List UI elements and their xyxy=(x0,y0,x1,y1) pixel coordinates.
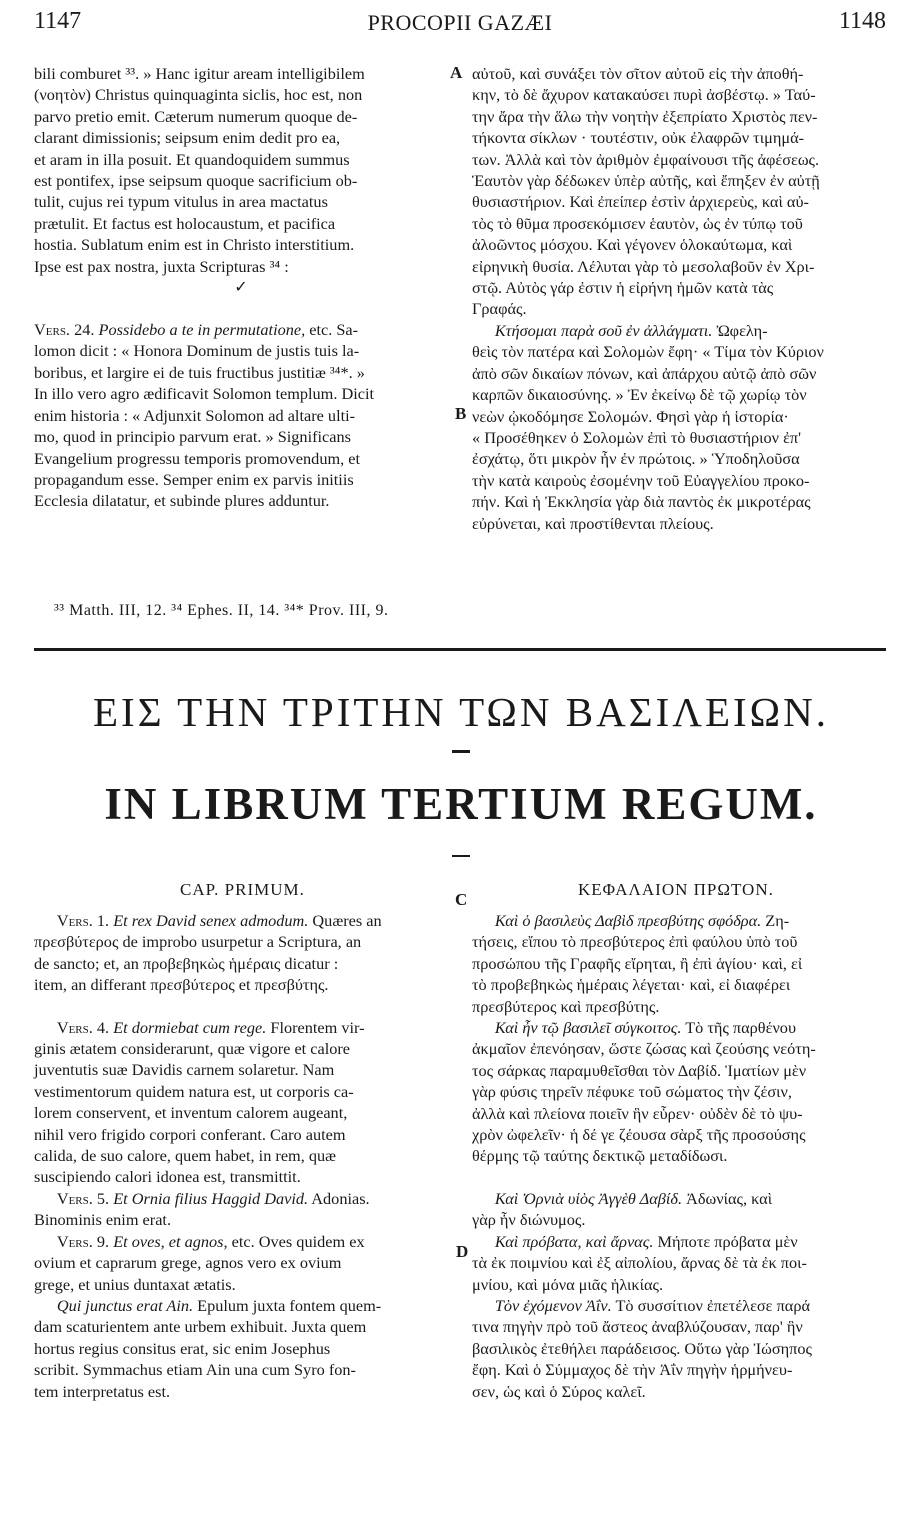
verse-lemma: Καὶ Ὀρνιὰ υἱὸς Ἀγγὲθ Δαβίδ. xyxy=(494,1188,683,1208)
verse-lemma: Qui junctus erat Ain. xyxy=(56,1295,194,1315)
text-fragment: Ἀδωνίας, καὶ xyxy=(682,1188,773,1208)
margin-letter-a: A xyxy=(450,63,463,82)
text-line: γὰρ φύσις τηρεῖν πέφυκε τοῦ σώματος τὴν ζέσιν, xyxy=(472,1082,792,1102)
text-line: enim historia : « Adjunxit Solomon ad altare ulti- xyxy=(34,405,356,425)
verse-lemma: Κτήσομαι παρὰ σοῦ ἐν ἀλλάγματι. xyxy=(494,320,713,340)
text-line: νεὼν ᾠκοδόμησε Σολομών. Φησὶ γὰρ ἡ ἱστορία· xyxy=(472,406,789,426)
text-line: prætulit. Et factus est holocaustum, et pacifica xyxy=(34,213,336,233)
greek-verse-heading xyxy=(472,320,886,341)
text-fragment: etc. Sa- xyxy=(305,320,359,340)
margin-letter-b: B xyxy=(455,404,467,423)
text-line: εὐρύνεται, καὶ προστίθενται πλείους. xyxy=(472,513,714,533)
text-line: grege, et unius duntaxat ætatis. xyxy=(34,1274,236,1294)
text-line: ἔφη. Καὶ ὁ Σύμμαχος δὲ τὴν Ἀΐν πηγὴν ἡρμήνευ- xyxy=(472,1360,793,1380)
verse-lemma: Τὸν ἐχόμενον Ἀΐν. xyxy=(494,1295,612,1315)
text-line: μνίου, καὶ μόνα μιᾶς ἡλικίας. xyxy=(472,1274,664,1294)
text-line: calida, de suo calore, quem habet, in rem, quæ xyxy=(34,1146,337,1166)
text-line: πήν. Καὶ ἡ Ἐκκλησία γὰρ διὰ παντὸς ἐκ μικροτέρας xyxy=(472,492,811,512)
ain-heading xyxy=(34,1295,448,1316)
verse-1-heading xyxy=(34,910,448,931)
text-fragment: Epulum juxta fontem quem- xyxy=(193,1295,382,1315)
text-fragment: Florentem vir- xyxy=(266,1017,365,1037)
text-line: τὰ ἐκ ποιμνίου καὶ ἐξ αἰπολίου, ἄρνας δὲ τὰ ἐκ ποι- xyxy=(472,1253,807,1273)
text-line: lomon dicit : « Honora Dominum de justis tuis la- xyxy=(34,341,360,361)
text-line: σεν, ὡς καὶ ὁ Σύρος καλεῖ. xyxy=(472,1381,646,1401)
text-line: nihil vero frigido corpori conferant. Caro autem xyxy=(34,1124,346,1144)
text-line: suscipiendo calori idonea est, transmittit. xyxy=(34,1167,301,1187)
verse-label: Vers. 1. xyxy=(56,911,110,930)
verse-lemma: Et oves, et agnos, xyxy=(113,1231,228,1251)
text-line: θεὶς τὸν πατέρα καὶ Σολομὼν ἔφη· « Τίμα τὸν Κύριον xyxy=(472,342,824,362)
text-line: ἀκμαῖον ἐπενόησαν, ὥστε ζώσας καὶ ζεούσης νεότη- xyxy=(472,1039,816,1059)
verse-label: Vers. 4. xyxy=(56,1017,110,1037)
top-greek-column xyxy=(472,63,886,534)
text-line: tem interpretatus est. xyxy=(34,1381,171,1401)
section-divider xyxy=(34,648,886,651)
greek-verse-4-heading xyxy=(472,1017,886,1038)
text-line: κην, τὸ δὲ ἄχυρον κατακαύσει πυρὶ ἀσβέστῳ. » Ταύ- xyxy=(472,85,816,105)
text-line: τήσεις, εἴπου τὸ πρεσβύτερος ἐπὶ φαύλου ὑπὸ τοῦ xyxy=(472,932,798,952)
chapter-heading-latin: CAP. PRIMUM. xyxy=(180,880,305,899)
margin-letter-d: D xyxy=(456,1242,469,1261)
text-fragment: Τὸ συσσίτιον ἐπετέλεσε παρά xyxy=(611,1295,810,1315)
verse-24-heading xyxy=(34,319,448,340)
text-line: βασιλικὸς ἐτεθήλει παράδεισος. Οὕτω γὰρ Ἰώσηπος xyxy=(472,1338,812,1358)
greek-verse-9-heading xyxy=(472,1231,886,1252)
verse-lemma: Possidebo a te in permutatione, xyxy=(98,320,306,340)
running-title: PROCOPII GAZÆI xyxy=(367,10,553,35)
text-line: item, an differant πρεσβύτερος et πρεσβύτης. xyxy=(34,975,329,995)
verse-4-heading xyxy=(34,1017,448,1038)
text-fragment: Τὸ τῆς παρθένου xyxy=(681,1018,797,1038)
section-title-greek: ΕΙΣ ΤΗΝ ΤΡΙΤΗΝ ΤΩΝ ΒΑΣΙΛΕΙΩΝ. xyxy=(93,689,829,735)
text-line: Evangelium progressu temporis promovendum, et xyxy=(34,448,361,468)
text-line: Γραφάς. xyxy=(472,299,527,319)
top-latin-column xyxy=(34,63,448,512)
text-line: Ipse est pax nostra, juxta Scripturas ³⁴ : xyxy=(34,256,289,276)
text-line: est pontifex, ipse seipsum quoque sacrificium ob- xyxy=(34,171,358,191)
text-line: θέρμης τῷ ταύτης δεκτικῷ μεταδίδωσι. xyxy=(472,1146,728,1166)
margin-letter-c: C xyxy=(455,890,468,909)
verse-lemma: Et dormiebat cum rege. xyxy=(113,1017,267,1037)
text-line: de sancto; et, an προβεβηκὼς ἡμέραις dicatur : xyxy=(34,953,339,973)
verse-lemma: Καὶ ὁ βασιλεὺς Δαβὶδ πρεσβύτης σφόδρα. xyxy=(494,911,762,930)
text-line: « Προσέθηκεν ὁ Σολομὼν ἐπὶ τὸ θυσιαστήριον ἐπ' xyxy=(472,427,802,447)
text-line: dam scaturientem ante urbem exhibuit. Juxta quem xyxy=(34,1317,367,1337)
text-line: χρὸν ὠφελεῖν· ἡ δέ γε ζέουσα σὰρξ τῆς προσούσης xyxy=(472,1125,806,1145)
verse-5-heading xyxy=(34,1188,448,1209)
text-line: hortus regius consitus erat, sic enim Josephus xyxy=(34,1338,331,1358)
text-line: bili comburet ³³. » Hanc igitur aream intelligibilem xyxy=(34,64,365,83)
footnotes: ³³ Matth. III, 12. ³⁴ Ephes. II, 14. ³⁴* Prov. III, 9. xyxy=(54,602,389,619)
text-line: ἀλοῶντος μόσχου. Καὶ γέγονεν ὁλοκαύτωμα, καὶ xyxy=(472,235,793,255)
text-line: γὰρ ἦν διώνυμος. xyxy=(472,1210,586,1230)
text-line: καρπῶν δικαιοσύνης. » Ἐν ἐκείνῳ δὲ τῷ χωρίῳ τὸν xyxy=(472,385,807,405)
text-line: τὴν κατὰ καιροὺς ἐσομένην τοῦ Εὐαγγελίου προκο- xyxy=(472,470,810,490)
greek-ain-heading xyxy=(472,1295,886,1316)
text-line: boribus, et largire ei de tuis fructibus justitiæ ³⁴*. » xyxy=(34,362,365,382)
page-number-left: 1147 xyxy=(34,8,82,34)
text-line: Ecclesia dilatatur, et subinde plures adduntur. xyxy=(34,491,330,511)
text-fragment: Adonias. xyxy=(308,1188,370,1208)
title-dash xyxy=(452,750,470,753)
verse-label: Vers. 5. xyxy=(56,1188,110,1208)
text-line: Ἑαυτὸν γὰρ δέδωκεν ὑπὲρ αὐτῆς, καὶ ἔπηξεν ἐν αὐτῇ xyxy=(472,171,820,191)
text-line: scribit. Symmachus etiam Ain una cum Syro fon- xyxy=(34,1360,356,1380)
text-line: tulit, cujus rei typum vitulus in area mactatus xyxy=(34,192,328,212)
text-line: την ἄρα τὴν ἅλω τὴν νοητὴν ἐξεπρίατο Χριστὸς πεν- xyxy=(472,106,818,126)
text-fragment: Ζη- xyxy=(761,911,790,930)
verse-label: Vers. 24. xyxy=(34,320,95,340)
text-fragment: Μήποτε πρόβατα μὲν xyxy=(653,1231,798,1251)
text-line: mo, quod in principio parvum erat. » Significans xyxy=(34,427,351,447)
text-line: ἀπὸ σῶν δικαίων πόνων, καὶ ἀπάρχου αὐτῷ ἀπὸ σῶν xyxy=(472,363,817,383)
text-line: propagandum esse. Semper enim ex parvis initiis xyxy=(34,469,354,489)
text-line: vestimentorum quidem natura est, ut corporis ca- xyxy=(34,1081,354,1101)
section-title-latin: IN LIBRUM TERTIUM REGUM. xyxy=(104,779,818,829)
text-fragment: etc. Oves quidem ex xyxy=(227,1231,365,1251)
text-line: ginis ætatem considerarunt, quæ vigore et calore xyxy=(34,1039,351,1059)
text-line: et aram in illa posuit. Et quandoquidem summus xyxy=(34,149,350,169)
verse-lemma: Et rex David senex admodum. xyxy=(113,911,309,930)
text-line: juventutis suæ Davidis carnem solaretur. Nam xyxy=(34,1060,335,1080)
chapter-heading-greek: ΚΕΦΑΛΑΙΟΝ ΠΡΩΤΟΝ. xyxy=(578,880,774,899)
text-line: lorem conservent, et inventum calorem augeant, xyxy=(34,1103,348,1123)
verse-lemma: Καὶ πρόβατα, καὶ ἄρνας. xyxy=(494,1231,654,1251)
text-line: clarant dimissionis; seipsum enim dedit pro ea, xyxy=(34,128,341,148)
text-line: τινα πηγὴν πρὸ τοῦ ἄστεος ἀναβλύζουσαν, παρ' ἣν xyxy=(472,1317,803,1337)
greek-verse-1-heading xyxy=(472,910,886,931)
text-line: τος σάρκας παραμυθεῖσθαι τὸν Δαβίδ. Ἱματίων μὲν xyxy=(472,1060,807,1080)
text-line: τὸ προβεβηκὼς ἡμέραις λέγεται· καὶ, εἰ διαφέρει xyxy=(472,975,791,995)
text-fragment: Ὠφελη- xyxy=(712,320,768,340)
page-number-right: 1148 xyxy=(838,8,886,34)
verse-label: Vers. 9. xyxy=(56,1231,110,1251)
text-line: hostia. Sublatum enim est in Christo interstitium. xyxy=(34,235,355,255)
text-line: Binominis enim erat. xyxy=(34,1210,172,1230)
text-line: πρεσβύτερος καὶ πρεσβύτης. xyxy=(472,996,660,1016)
verse-9-heading xyxy=(34,1231,448,1252)
bottom-greek-column xyxy=(472,910,886,1402)
text-line: τήκοντα σίκλων · τουτέστιν, οὐκ ἐλαφρῶν τιμημά- xyxy=(472,128,805,148)
text-line: parvo pretio emit. Cæterum numerum quoque de- xyxy=(34,106,358,126)
text-line: ἀλλὰ καὶ πλείονα ποιεῖν ἣν εὗρεν· οὐδὲν δὲ τὸ ψυ- xyxy=(472,1103,803,1123)
bottom-latin-column xyxy=(34,910,448,1402)
text-line: τὸς τὸ θῦμα προσεκόμισεν ἑαυτὸν, ὡς ἐν τύπῳ τοῦ xyxy=(472,213,803,233)
text-fragment: Quæres an xyxy=(308,911,382,930)
text-line: των. Ἀλλὰ καὶ τὸν ἀριθμὸν ἐμφαίνουσι τῆς ἀφέσεως. xyxy=(472,149,820,169)
verse-lemma: Καὶ ἦν τῷ βασιλεῖ σύγκοιτος. xyxy=(494,1018,682,1038)
title-dash xyxy=(452,855,470,857)
greek-verse-5-heading xyxy=(472,1188,886,1209)
check-mark: ✓ xyxy=(234,279,248,297)
text-line: στῷ. Αὐτὸς γάρ ἐστιν ἡ εἰρήνη ἡμῶν κατὰ τὰς xyxy=(472,278,774,298)
text-line: θυσιαστήριον. Καὶ ἐπείπερ ἐστὶν ἀρχιερεὺς, καὶ αὐ- xyxy=(472,192,809,212)
text-line: (νοητὸν) Christus quinquaginta siclis, hoc est, non xyxy=(34,85,363,105)
text-line: αὐτοῦ, καὶ συνάξει τὸν σῖτον αὐτοῦ εἰς τὴν ἀποθή- xyxy=(472,64,804,83)
text-line: In illo vero agro ædificavit Solomon templum. Dicit xyxy=(34,384,375,404)
text-line: προσώπου τῆς Γραφῆς εἴρηται, ἢ ἐπὶ ἁγίου· καὶ, εἰ xyxy=(472,953,803,973)
text-line: πρεσβύτερος de improbo usurpetur a Scriptura, an xyxy=(34,932,362,952)
page-header xyxy=(34,8,886,38)
text-line: ovium et caprarum grege, agnos vero ex ovium xyxy=(34,1253,342,1273)
verse-lemma: Et Ornia filius Haggid David. xyxy=(113,1188,309,1208)
text-line: εἰρηνικὴ θυσία. Λέλυται γὰρ τὸ μεσολαβοῦν ἐν Χρι- xyxy=(472,256,815,276)
text-line: ἐσχάτῳ, ὅτι μικρὸν ἦν ἐν πρώτοις. » Ὑποδηλοῦσα xyxy=(472,449,800,469)
